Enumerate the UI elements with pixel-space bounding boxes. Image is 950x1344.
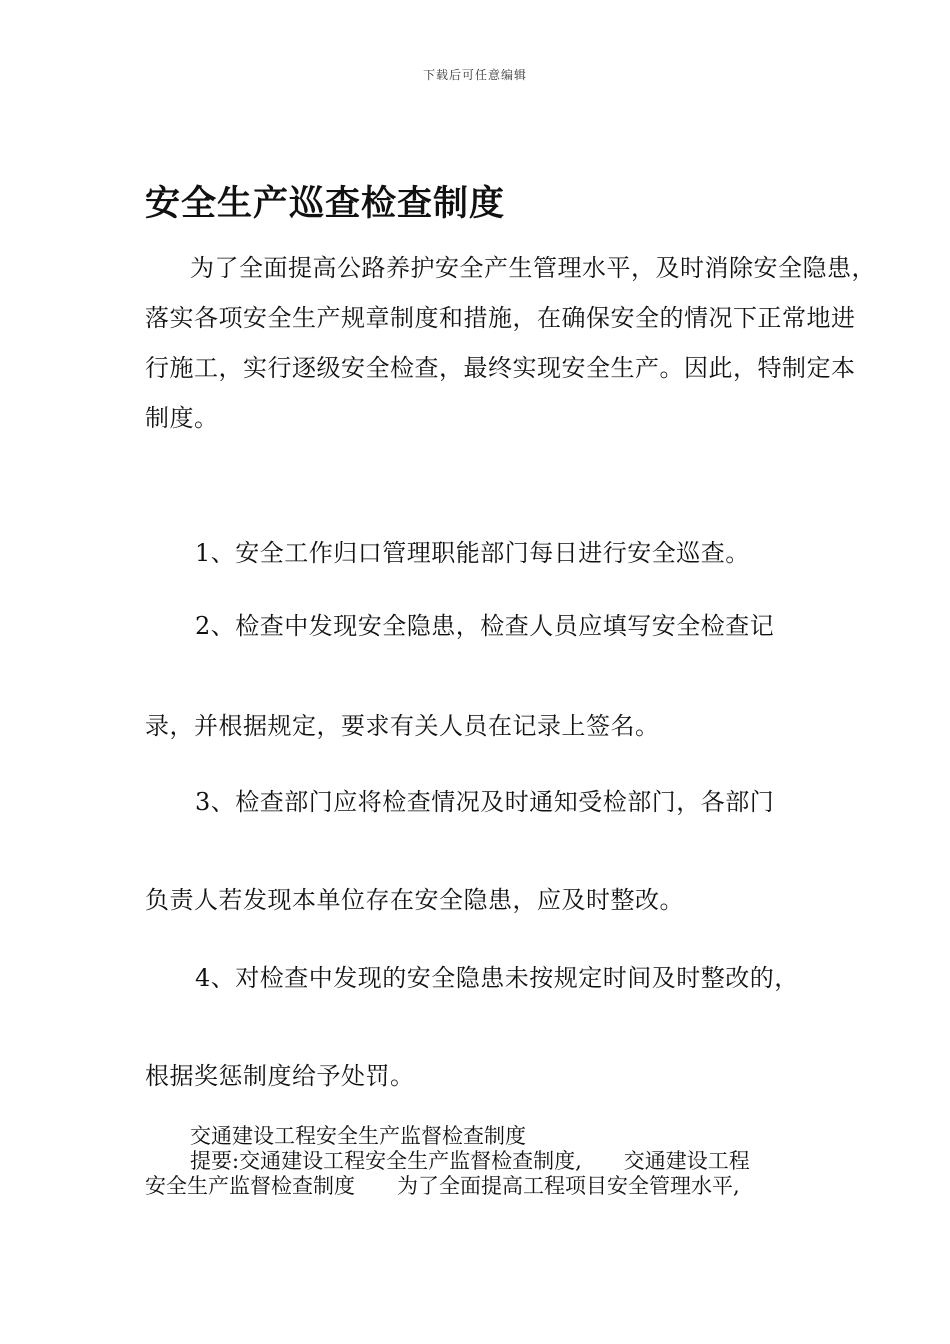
- rule-1-line-1: 1、安全工作归口管理职能部门每日进行安全巡查。: [195, 539, 750, 567]
- intro-line: 为了全面提高公路养护安全产生管理水平，及时消除安全隐患，: [190, 254, 876, 282]
- rule-4-line-2: 根据奖惩制度给予处罚。: [145, 1062, 415, 1090]
- rule-3-line-2: 负责人若发现本单位存在安全隐患，应及时整改。: [145, 886, 684, 914]
- intro-line: 行施工，实行逐级安全检查，最终实现安全生产。因此，特制定本: [145, 354, 856, 382]
- rule-3-line-1: 3、检查部门应将检查情况及时通知受检部门，各部门: [195, 788, 775, 816]
- header-note: 下载后可任意编辑: [422, 68, 527, 82]
- rule-4-line-1: 4、对检查中发现的安全隐患未按规定时间及时整改的，: [195, 964, 799, 992]
- footer-line: 安全生产监督检查制度 为了全面提高工程项目安全管理水平,: [145, 1174, 740, 1198]
- rule-2-line-2: 录，并根据规定，要求有关人员在记录上签名。: [145, 712, 660, 740]
- footer-line: 提要:交通建设工程安全生产监督检查制度, 交通建设工程: [190, 1149, 750, 1173]
- footer-line: 交通建设工程安全生产监督检查制度: [190, 1124, 526, 1148]
- document-title: 安全生产巡查检查制度: [145, 184, 506, 224]
- intro-line: 落实各项安全生产规章制度和措施，在确保安全的情况下正常地进: [145, 304, 856, 332]
- intro-line: 制度。: [145, 404, 219, 432]
- rule-2-line-1: 2、检查中发现安全隐患，检查人员应填写安全检查记: [195, 612, 775, 640]
